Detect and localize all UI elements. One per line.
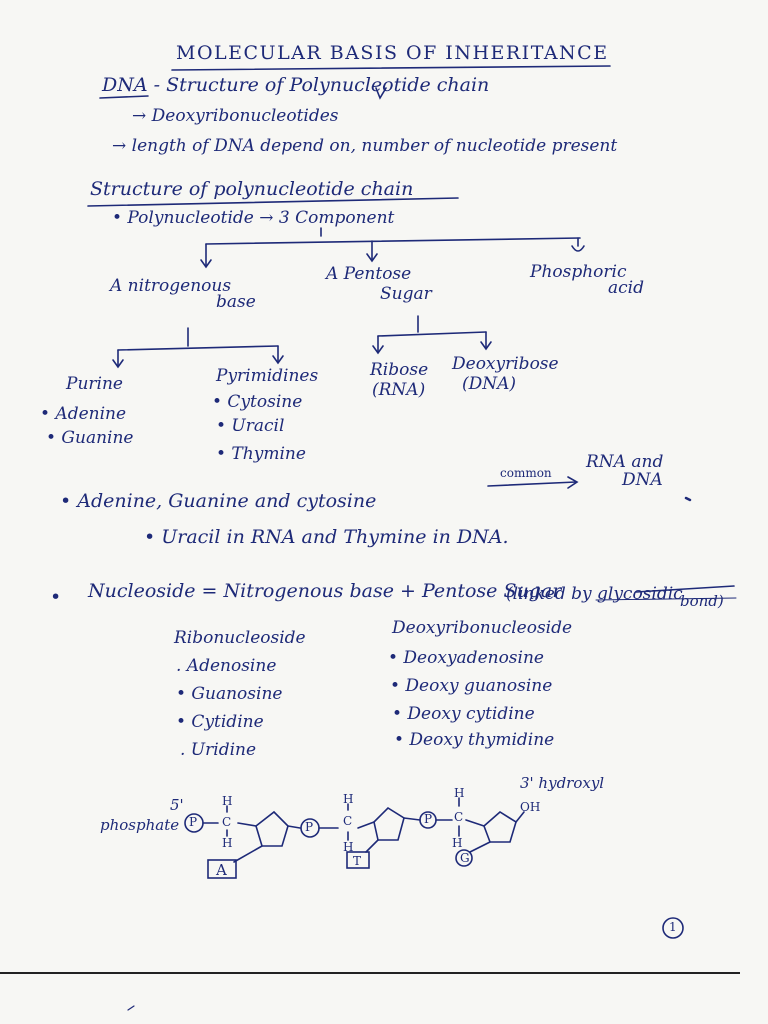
sugar-deoxyribose: Deoxyribose — [452, 354, 559, 374]
deoxyribonucleoside-item: • Deoxy cytidine — [392, 704, 535, 724]
pyrimidine-item: • Uracil — [216, 416, 285, 436]
ribonucleoside-item: • Cytidine — [176, 712, 264, 732]
phosphate-label: phosphate — [100, 816, 180, 834]
phosphate-symbol: P — [424, 812, 433, 826]
hydrogen-atom: H — [454, 786, 465, 800]
base-branch-line — [118, 346, 278, 350]
polynucleotide-line: • Polynucleotide → 3 Component — [112, 208, 395, 228]
title-underline — [172, 66, 610, 70]
hydrogen-atom: H — [343, 840, 354, 854]
sugar-ribose: Ribose — [370, 360, 429, 380]
phosphate-symbol: P — [189, 815, 198, 829]
component-nitrogenous: A nitrogenous — [110, 276, 232, 296]
pentose-ring-2 — [374, 808, 404, 840]
hydrogen-atom: H — [343, 792, 354, 806]
glycosidic-bond: bond) — [680, 592, 724, 610]
uracil-thymine-line: • Uracil in RNA and Thymine in DNA. — [144, 526, 509, 548]
pyrimidine-item: • Cytosine — [212, 392, 303, 412]
base-label-g: G — [460, 851, 470, 865]
dna-structure-line: DNA - Structure of Polynucleotide chain — [102, 74, 490, 96]
pentose-ring-3 — [484, 812, 516, 842]
pentose-ring-1 — [256, 812, 288, 846]
component-phosphoric-2: acid — [608, 278, 644, 298]
component-pentose: A Pentose — [326, 264, 412, 284]
page-title: MOLECULAR BASIS OF INHERITANCE — [176, 42, 609, 64]
deoxyribonucleoside-item: • Deoxyadenosine — [388, 648, 544, 668]
nucleoside-bullet: • — [50, 586, 62, 608]
component-nitrogenous-2: base — [216, 292, 256, 312]
dna-underline — [100, 96, 148, 98]
three-prime-label: 3' hydroxyl — [520, 774, 605, 792]
deoxyribonucleoside-item: • Deoxy guanosine — [390, 676, 553, 696]
hydrogen-atom: H — [222, 794, 233, 808]
carbon-atom: C — [222, 815, 232, 829]
section-heading: Structure of polynucleotide chain — [90, 178, 414, 200]
ribonucleoside-item: . Adenosine — [176, 656, 277, 676]
dna-point-2: → length of DNA depend on, number of nucleotide present — [112, 136, 618, 156]
ribonucleoside-heading: Ribonucleoside — [174, 628, 306, 648]
common-rhs-2: DNA — [622, 470, 663, 490]
common-arrow — [488, 482, 576, 486]
sugar-branch-line — [378, 332, 486, 336]
base-label-a: A — [216, 861, 227, 879]
purine-item: • Guanine — [46, 428, 134, 448]
pyrimidine-heading: Pyrimidines — [216, 366, 319, 386]
component-branch-line — [206, 238, 580, 244]
dna-point-1: → Deoxyribonucleotides — [132, 106, 339, 126]
component-pentose-2: Sugar — [380, 284, 432, 304]
hydrogen-atom: H — [222, 836, 233, 850]
sugar-deoxyribose-sub: (DNA) — [462, 374, 517, 394]
component-phosphoric: Phosphoric — [530, 262, 627, 282]
carbon-atom: C — [343, 814, 353, 828]
ribonucleoside-item: . Uridine — [180, 740, 257, 760]
purine-heading: Purine — [66, 374, 123, 394]
deoxyribonucleoside-item: • Deoxy thymidine — [394, 730, 555, 750]
common-bases-line: • Adenine, Guanine and cytosine — [60, 490, 377, 512]
five-prime-label: 5' — [170, 796, 184, 814]
ribonucleoside-item: • Guanosine — [176, 684, 283, 704]
base-label-t: T — [353, 854, 362, 868]
sugar-ribose-sub: (RNA) — [372, 380, 426, 400]
deoxyribonucleoside-heading: Deoxyribonucleoside — [392, 618, 573, 638]
hydrogen-atom: H — [452, 836, 463, 850]
page-number: 1 — [669, 920, 677, 934]
nucleoside-definition: Nucleoside = Nitrogenous base + Pentose Sugar — [88, 580, 562, 602]
carbon-atom: C — [454, 810, 464, 824]
purine-item: • Adenine — [40, 404, 127, 424]
page-bottom-rule — [0, 972, 740, 974]
pyrimidine-item: • Thymine — [216, 444, 306, 464]
common-rhs-1: RNA and — [586, 452, 664, 472]
hydroxyl-oh: OH — [520, 800, 541, 814]
phosphate-symbol: P — [305, 820, 314, 834]
glycosidic-note: (linked by glycosidic — [506, 584, 683, 604]
common-arrow-label: common — [500, 466, 552, 480]
